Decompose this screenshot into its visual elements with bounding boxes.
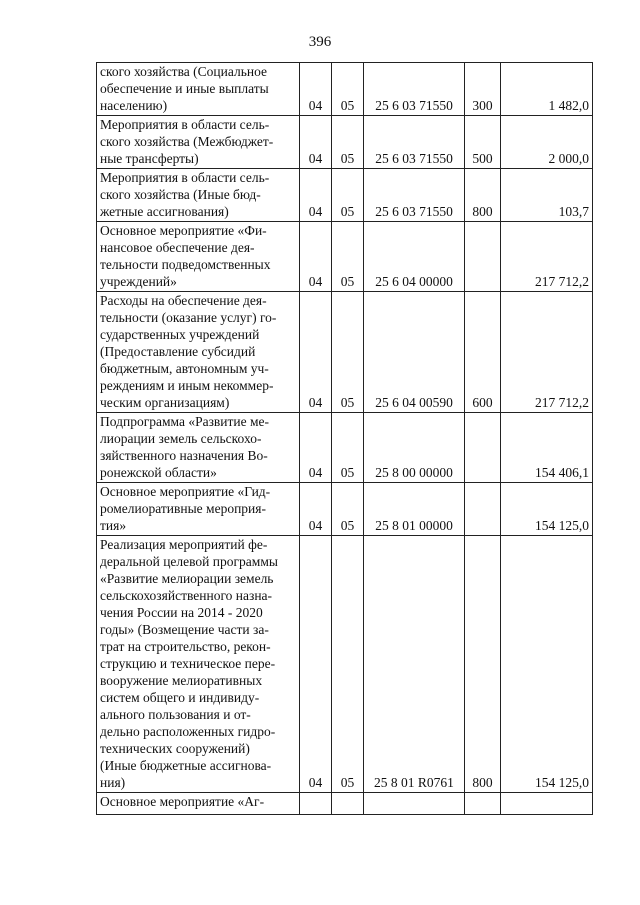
subsection-code-cell: 05 [332,536,364,793]
subsection-code-cell: 05 [332,63,364,116]
expense-type-code-cell [465,222,501,292]
amount-cell: 154 125,0 [501,483,593,536]
subsection-code-cell: 05 [332,169,364,222]
section-code-cell [300,793,332,815]
subsection-code-cell: 05 [332,222,364,292]
expense-type-code-cell: 500 [465,116,501,169]
target-item-code-cell: 25 8 00 00000 [364,413,465,483]
subsection-code-cell [332,793,364,815]
subsection-code-cell: 05 [332,483,364,536]
table-row [97,536,593,793]
row-name-cell: Мероприятия в области сель- ского хозяйства (Межбюджет- ные трансферты) [97,116,300,169]
expense-type-code-cell [465,793,501,815]
expense-type-code-cell: 300 [465,63,501,116]
subsection-code-cell: 05 [332,116,364,169]
target-item-code-cell: 25 6 03 71550 [364,116,465,169]
expense-type-code-cell: 800 [465,536,501,793]
amount-cell: 154 125,0 [501,536,593,793]
table-row [97,63,593,116]
table-row [97,116,593,169]
target-item-code-cell: 25 6 04 00000 [364,222,465,292]
table-row [97,169,593,222]
amount-cell: 1 482,0 [501,63,593,116]
row-name-cell: Расходы на обеспечение дея- тельности (оказание услуг) го- сударственных учреждений (Предоставление субсидий бюджетным, автономным уч- реждениям и иным некоммер- ческим организациям) [97,292,300,413]
table-row [97,793,593,815]
section-code-cell: 04 [300,222,332,292]
target-item-code-cell: 25 6 04 00590 [364,292,465,413]
section-code-cell: 04 [300,63,332,116]
table-row [97,483,593,536]
section-code-cell: 04 [300,536,332,793]
expense-type-code-cell: 600 [465,292,501,413]
amount-cell: 217 712,2 [501,222,593,292]
budget-table [96,62,593,815]
row-name-cell: Реализация мероприятий фе- деральной целевой программы «Развитие мелиорации земель сельскохозяйственного назна- чения России на 2014 - 2020 годы» (Возмещение части за- трат на строительство, рекон- струкцию и техническое пере- вооружение мелиоративных систем общего и индивиду- ального пользования и от- дельно расположенных гидро- технических сооружений) (Иные бюджетные ассигнова- ния) [97,536,300,793]
amount-cell: 154 406,1 [501,413,593,483]
row-name-cell: ского хозяйства (Социальное обеспечение и иные выплаты населению) [97,63,300,116]
target-item-code-cell: 25 8 01 R0761 [364,536,465,793]
row-name-cell: Основное мероприятие «Фи- нансовое обеспечение дея- тельности подведомственных учреждений» [97,222,300,292]
expense-type-code-cell [465,413,501,483]
row-name-cell: Мероприятия в области сель- ского хозяйства (Иные бюд- жетные ассигнования) [97,169,300,222]
row-name-cell: Подпрограмма «Развитие ме- лиорации земель сельскохо- зяйственного назначения Во- ронежской области» [97,413,300,483]
section-code-cell: 04 [300,292,332,413]
row-name-cell: Основное мероприятие «Гид- ромелиоративные мероприя- тия» [97,483,300,536]
amount-cell [501,793,593,815]
target-item-code-cell: 25 6 03 71550 [364,63,465,116]
subsection-code-cell: 05 [332,292,364,413]
target-item-code-cell [364,793,465,815]
table-row [97,292,593,413]
amount-cell: 103,7 [501,169,593,222]
section-code-cell: 04 [300,483,332,536]
target-item-code-cell: 25 8 01 00000 [364,483,465,536]
table-row [97,222,593,292]
expense-type-code-cell [465,483,501,536]
table-row [97,413,593,483]
section-code-cell: 04 [300,413,332,483]
section-code-cell: 04 [300,116,332,169]
amount-cell: 217 712,2 [501,292,593,413]
expense-type-code-cell: 800 [465,169,501,222]
amount-cell: 2 000,0 [501,116,593,169]
page-number: 396 [308,34,332,50]
subsection-code-cell: 05 [332,413,364,483]
target-item-code-cell: 25 6 03 71550 [364,169,465,222]
section-code-cell: 04 [300,169,332,222]
row-name-cell: Основное мероприятие «Аг- [97,793,300,815]
